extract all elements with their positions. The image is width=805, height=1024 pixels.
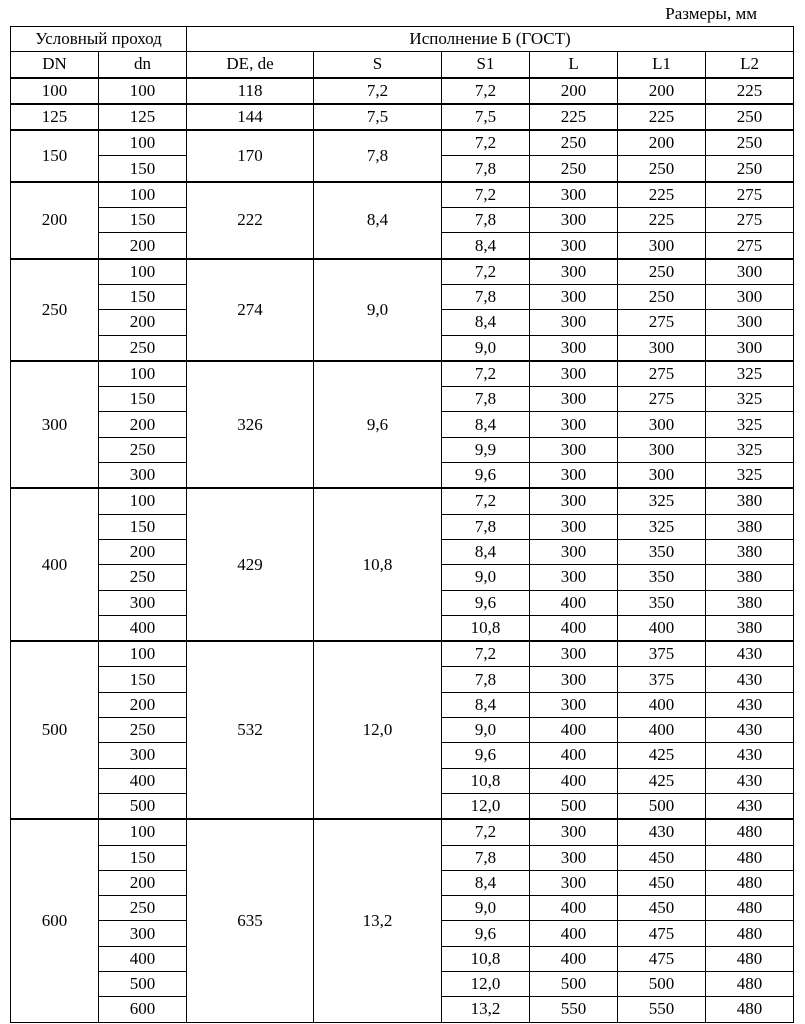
table-row	[11, 259, 794, 285]
cell-l: 550	[530, 997, 618, 1022]
cell-dn-branch: 250	[99, 565, 187, 590]
cell-l: 500	[530, 793, 618, 819]
cell-s1: 9,6	[442, 743, 530, 768]
cell-dn-branch: 400	[99, 946, 187, 971]
cell-l: 300	[530, 335, 618, 361]
cell-s1: 10,8	[442, 946, 530, 971]
cell-l2: 300	[706, 284, 794, 309]
cell-l: 400	[530, 921, 618, 946]
cell-l: 400	[530, 768, 618, 793]
cell-l: 400	[530, 590, 618, 615]
cell-s1: 8,4	[442, 310, 530, 335]
cell-l: 225	[530, 104, 618, 130]
column-header: S	[314, 52, 442, 78]
cell-dn-branch: 300	[99, 590, 187, 615]
cell-l: 300	[530, 565, 618, 590]
cell-l1: 450	[618, 870, 706, 895]
cell-l: 300	[530, 488, 618, 514]
cell-dn-branch: 100	[99, 78, 187, 104]
cell-dn-branch: 125	[99, 104, 187, 130]
cell-l: 300	[530, 870, 618, 895]
cell-l2: 275	[706, 208, 794, 233]
cell-dn-nominal: 600	[11, 819, 99, 1022]
cell-l2: 480	[706, 819, 794, 845]
cell-l2: 380	[706, 590, 794, 615]
cell-s1: 9,9	[442, 437, 530, 462]
cell-l: 300	[530, 692, 618, 717]
cell-l1: 200	[618, 130, 706, 156]
cell-l1: 450	[618, 896, 706, 921]
cell-dn-branch: 250	[99, 335, 187, 361]
cell-s1: 7,8	[442, 284, 530, 309]
cell-l2: 250	[706, 130, 794, 156]
cell-dn-nominal: 500	[11, 641, 99, 819]
cell-s1: 10,8	[442, 768, 530, 793]
cell-l: 300	[530, 514, 618, 539]
table-row	[11, 78, 794, 104]
cell-dn-branch: 100	[99, 361, 187, 387]
cell-l1: 200	[618, 78, 706, 104]
cell-de: 170	[187, 130, 314, 182]
cell-l2: 430	[706, 692, 794, 717]
cell-l: 400	[530, 946, 618, 971]
cell-dn-branch: 150	[99, 514, 187, 539]
cell-s1: 7,2	[442, 488, 530, 514]
cell-s1: 7,2	[442, 641, 530, 667]
cell-l1: 250	[618, 156, 706, 182]
cell-l: 400	[530, 743, 618, 768]
cell-dn-nominal: 100	[11, 78, 99, 104]
cell-s1: 8,4	[442, 412, 530, 437]
cell-l: 400	[530, 718, 618, 743]
cell-l1: 500	[618, 971, 706, 996]
cell-l2: 480	[706, 946, 794, 971]
cell-l1: 350	[618, 565, 706, 590]
cell-l2: 380	[706, 514, 794, 539]
cell-s1: 9,0	[442, 565, 530, 590]
cell-dn-nominal: 400	[11, 488, 99, 641]
cell-dn-nominal: 150	[11, 130, 99, 182]
cell-de: 222	[187, 182, 314, 259]
cell-dn-branch: 200	[99, 539, 187, 564]
cell-de: 274	[187, 259, 314, 361]
cell-l1: 450	[618, 845, 706, 870]
cell-l: 300	[530, 845, 618, 870]
cell-dn-nominal: 125	[11, 104, 99, 130]
cell-l: 400	[530, 896, 618, 921]
cell-l1: 425	[618, 768, 706, 793]
cell-l2: 225	[706, 78, 794, 104]
cell-l1: 275	[618, 387, 706, 412]
cell-l2: 300	[706, 310, 794, 335]
cell-dn-branch: 200	[99, 310, 187, 335]
cell-dn-branch: 200	[99, 870, 187, 895]
cell-s1: 12,0	[442, 971, 530, 996]
cell-s: 9,6	[314, 361, 442, 488]
cell-l: 300	[530, 437, 618, 462]
cell-l: 300	[530, 284, 618, 309]
cell-s1: 7,8	[442, 387, 530, 412]
cell-de: 326	[187, 361, 314, 488]
cell-s1: 7,8	[442, 156, 530, 182]
column-header: DE, de	[187, 52, 314, 78]
cell-l1: 400	[618, 615, 706, 641]
dimensions-table	[10, 26, 794, 1023]
cell-s1: 7,2	[442, 182, 530, 208]
cell-l: 300	[530, 641, 618, 667]
cell-l1: 300	[618, 463, 706, 489]
cell-s: 8,4	[314, 182, 442, 259]
cell-dn-branch: 150	[99, 284, 187, 309]
cell-s1: 9,6	[442, 921, 530, 946]
cell-l1: 375	[618, 641, 706, 667]
cell-l2: 250	[706, 104, 794, 130]
cell-de: 635	[187, 819, 314, 1022]
column-header: L	[530, 52, 618, 78]
cell-s1: 7,2	[442, 361, 530, 387]
cell-dn-branch: 400	[99, 768, 187, 793]
cell-l: 250	[530, 130, 618, 156]
cell-l1: 325	[618, 514, 706, 539]
cell-l: 300	[530, 819, 618, 845]
cell-s1: 8,4	[442, 692, 530, 717]
column-header: L2	[706, 52, 794, 78]
cell-s: 12,0	[314, 641, 442, 819]
cell-l: 300	[530, 259, 618, 285]
cell-l: 300	[530, 539, 618, 564]
cell-l2: 480	[706, 870, 794, 895]
header-group-nominal-bore: Условный проход	[11, 27, 187, 52]
cell-dn-branch: 250	[99, 896, 187, 921]
table-row	[11, 361, 794, 387]
units-label: Размеры, мм	[665, 4, 757, 23]
cell-l: 300	[530, 233, 618, 259]
cell-s1: 7,2	[442, 78, 530, 104]
cell-s1: 10,8	[442, 615, 530, 641]
column-header: S1	[442, 52, 530, 78]
table-row	[11, 641, 794, 667]
cell-dn-branch: 250	[99, 437, 187, 462]
cell-l1: 325	[618, 488, 706, 514]
cell-dn-branch: 150	[99, 387, 187, 412]
table-row	[11, 488, 794, 514]
cell-l2: 325	[706, 437, 794, 462]
cell-l2: 480	[706, 845, 794, 870]
cell-l: 200	[530, 78, 618, 104]
cell-l2: 325	[706, 387, 794, 412]
cell-dn-branch: 100	[99, 259, 187, 285]
cell-l: 300	[530, 412, 618, 437]
cell-dn-branch: 500	[99, 793, 187, 819]
cell-l2: 275	[706, 182, 794, 208]
cell-l1: 375	[618, 667, 706, 692]
cell-dn-branch: 150	[99, 667, 187, 692]
cell-dn-branch: 200	[99, 412, 187, 437]
cell-dn-branch: 300	[99, 743, 187, 768]
cell-s1: 7,5	[442, 104, 530, 130]
cell-l2: 325	[706, 361, 794, 387]
cell-dn-branch: 400	[99, 615, 187, 641]
cell-l: 300	[530, 208, 618, 233]
column-header: L1	[618, 52, 706, 78]
cell-s1: 8,4	[442, 233, 530, 259]
cell-de: 532	[187, 641, 314, 819]
cell-dn-branch: 200	[99, 233, 187, 259]
cell-l2: 480	[706, 921, 794, 946]
cell-dn-branch: 300	[99, 921, 187, 946]
cell-l1: 300	[618, 437, 706, 462]
cell-l1: 225	[618, 104, 706, 130]
cell-s1: 9,0	[442, 896, 530, 921]
cell-s: 7,5	[314, 104, 442, 130]
cell-s1: 7,8	[442, 845, 530, 870]
cell-s1: 12,0	[442, 793, 530, 819]
cell-l2: 480	[706, 971, 794, 996]
cell-s1: 8,4	[442, 539, 530, 564]
cell-dn-branch: 100	[99, 182, 187, 208]
cell-dn-nominal: 200	[11, 182, 99, 259]
cell-l: 300	[530, 667, 618, 692]
cell-l1: 250	[618, 259, 706, 285]
cell-s1: 7,2	[442, 259, 530, 285]
table-row	[11, 130, 794, 156]
table-row	[11, 182, 794, 208]
header-group-version-b: Исполнение Б (ГОСТ)	[187, 27, 794, 52]
cell-dn-branch: 100	[99, 130, 187, 156]
cell-l: 300	[530, 387, 618, 412]
cell-dn-branch: 100	[99, 641, 187, 667]
cell-dn-branch: 200	[99, 692, 187, 717]
cell-l1: 350	[618, 539, 706, 564]
cell-dn-branch: 100	[99, 819, 187, 845]
cell-l1: 225	[618, 208, 706, 233]
cell-l2: 325	[706, 463, 794, 489]
cell-l2: 250	[706, 156, 794, 182]
cell-dn-nominal: 250	[11, 259, 99, 361]
cell-s1: 7,2	[442, 130, 530, 156]
cell-dn-branch: 100	[99, 488, 187, 514]
cell-de: 118	[187, 78, 314, 104]
cell-l2: 480	[706, 997, 794, 1022]
column-header: DN	[11, 52, 99, 78]
cell-de: 144	[187, 104, 314, 130]
cell-s1: 9,6	[442, 590, 530, 615]
cell-l: 300	[530, 182, 618, 208]
cell-l: 300	[530, 463, 618, 489]
cell-s1: 9,0	[442, 718, 530, 743]
cell-l2: 430	[706, 768, 794, 793]
cell-l1: 500	[618, 793, 706, 819]
cell-s: 10,8	[314, 488, 442, 641]
cell-dn-branch: 500	[99, 971, 187, 996]
cell-l1: 250	[618, 284, 706, 309]
cell-l1: 350	[618, 590, 706, 615]
cell-l2: 430	[706, 641, 794, 667]
cell-dn-branch: 150	[99, 845, 187, 870]
cell-s1: 7,2	[442, 819, 530, 845]
cell-l1: 300	[618, 412, 706, 437]
table-body	[11, 78, 794, 1022]
cell-l2: 480	[706, 896, 794, 921]
cell-l2: 380	[706, 615, 794, 641]
cell-l1: 400	[618, 692, 706, 717]
cell-l: 250	[530, 156, 618, 182]
cell-l1: 475	[618, 921, 706, 946]
cell-l2: 380	[706, 488, 794, 514]
cell-dn-branch: 600	[99, 997, 187, 1022]
cell-l2: 275	[706, 233, 794, 259]
cell-l: 300	[530, 361, 618, 387]
cell-s1: 7,8	[442, 667, 530, 692]
cell-l1: 400	[618, 718, 706, 743]
cell-s1: 8,4	[442, 870, 530, 895]
cell-l2: 300	[706, 259, 794, 285]
cell-l1: 550	[618, 997, 706, 1022]
cell-l1: 275	[618, 310, 706, 335]
cell-l1: 475	[618, 946, 706, 971]
cell-l2: 300	[706, 335, 794, 361]
cell-s1: 13,2	[442, 997, 530, 1022]
cell-s1: 7,8	[442, 514, 530, 539]
cell-l1: 430	[618, 819, 706, 845]
cell-l1: 425	[618, 743, 706, 768]
cell-s1: 9,0	[442, 335, 530, 361]
column-header: dn	[99, 52, 187, 78]
cell-s1: 9,6	[442, 463, 530, 489]
cell-l2: 380	[706, 539, 794, 564]
cell-de: 429	[187, 488, 314, 641]
cell-dn-branch: 250	[99, 718, 187, 743]
cell-l2: 325	[706, 412, 794, 437]
cell-l2: 430	[706, 667, 794, 692]
cell-dn-nominal: 300	[11, 361, 99, 488]
cell-s: 13,2	[314, 819, 442, 1022]
cell-l2: 430	[706, 718, 794, 743]
cell-s1: 7,8	[442, 208, 530, 233]
cell-l2: 430	[706, 793, 794, 819]
cell-l1: 300	[618, 233, 706, 259]
cell-dn-branch: 150	[99, 156, 187, 182]
cell-l: 400	[530, 615, 618, 641]
cell-l2: 430	[706, 743, 794, 768]
table-row	[11, 104, 794, 130]
cell-dn-branch: 300	[99, 463, 187, 489]
cell-l: 300	[530, 310, 618, 335]
table-row	[11, 819, 794, 845]
cell-l1: 300	[618, 335, 706, 361]
cell-l2: 380	[706, 565, 794, 590]
cell-s: 7,2	[314, 78, 442, 104]
cell-l: 500	[530, 971, 618, 996]
cell-l1: 275	[618, 361, 706, 387]
cell-s: 9,0	[314, 259, 442, 361]
cell-s: 7,8	[314, 130, 442, 182]
cell-dn-branch: 150	[99, 208, 187, 233]
cell-l1: 225	[618, 182, 706, 208]
